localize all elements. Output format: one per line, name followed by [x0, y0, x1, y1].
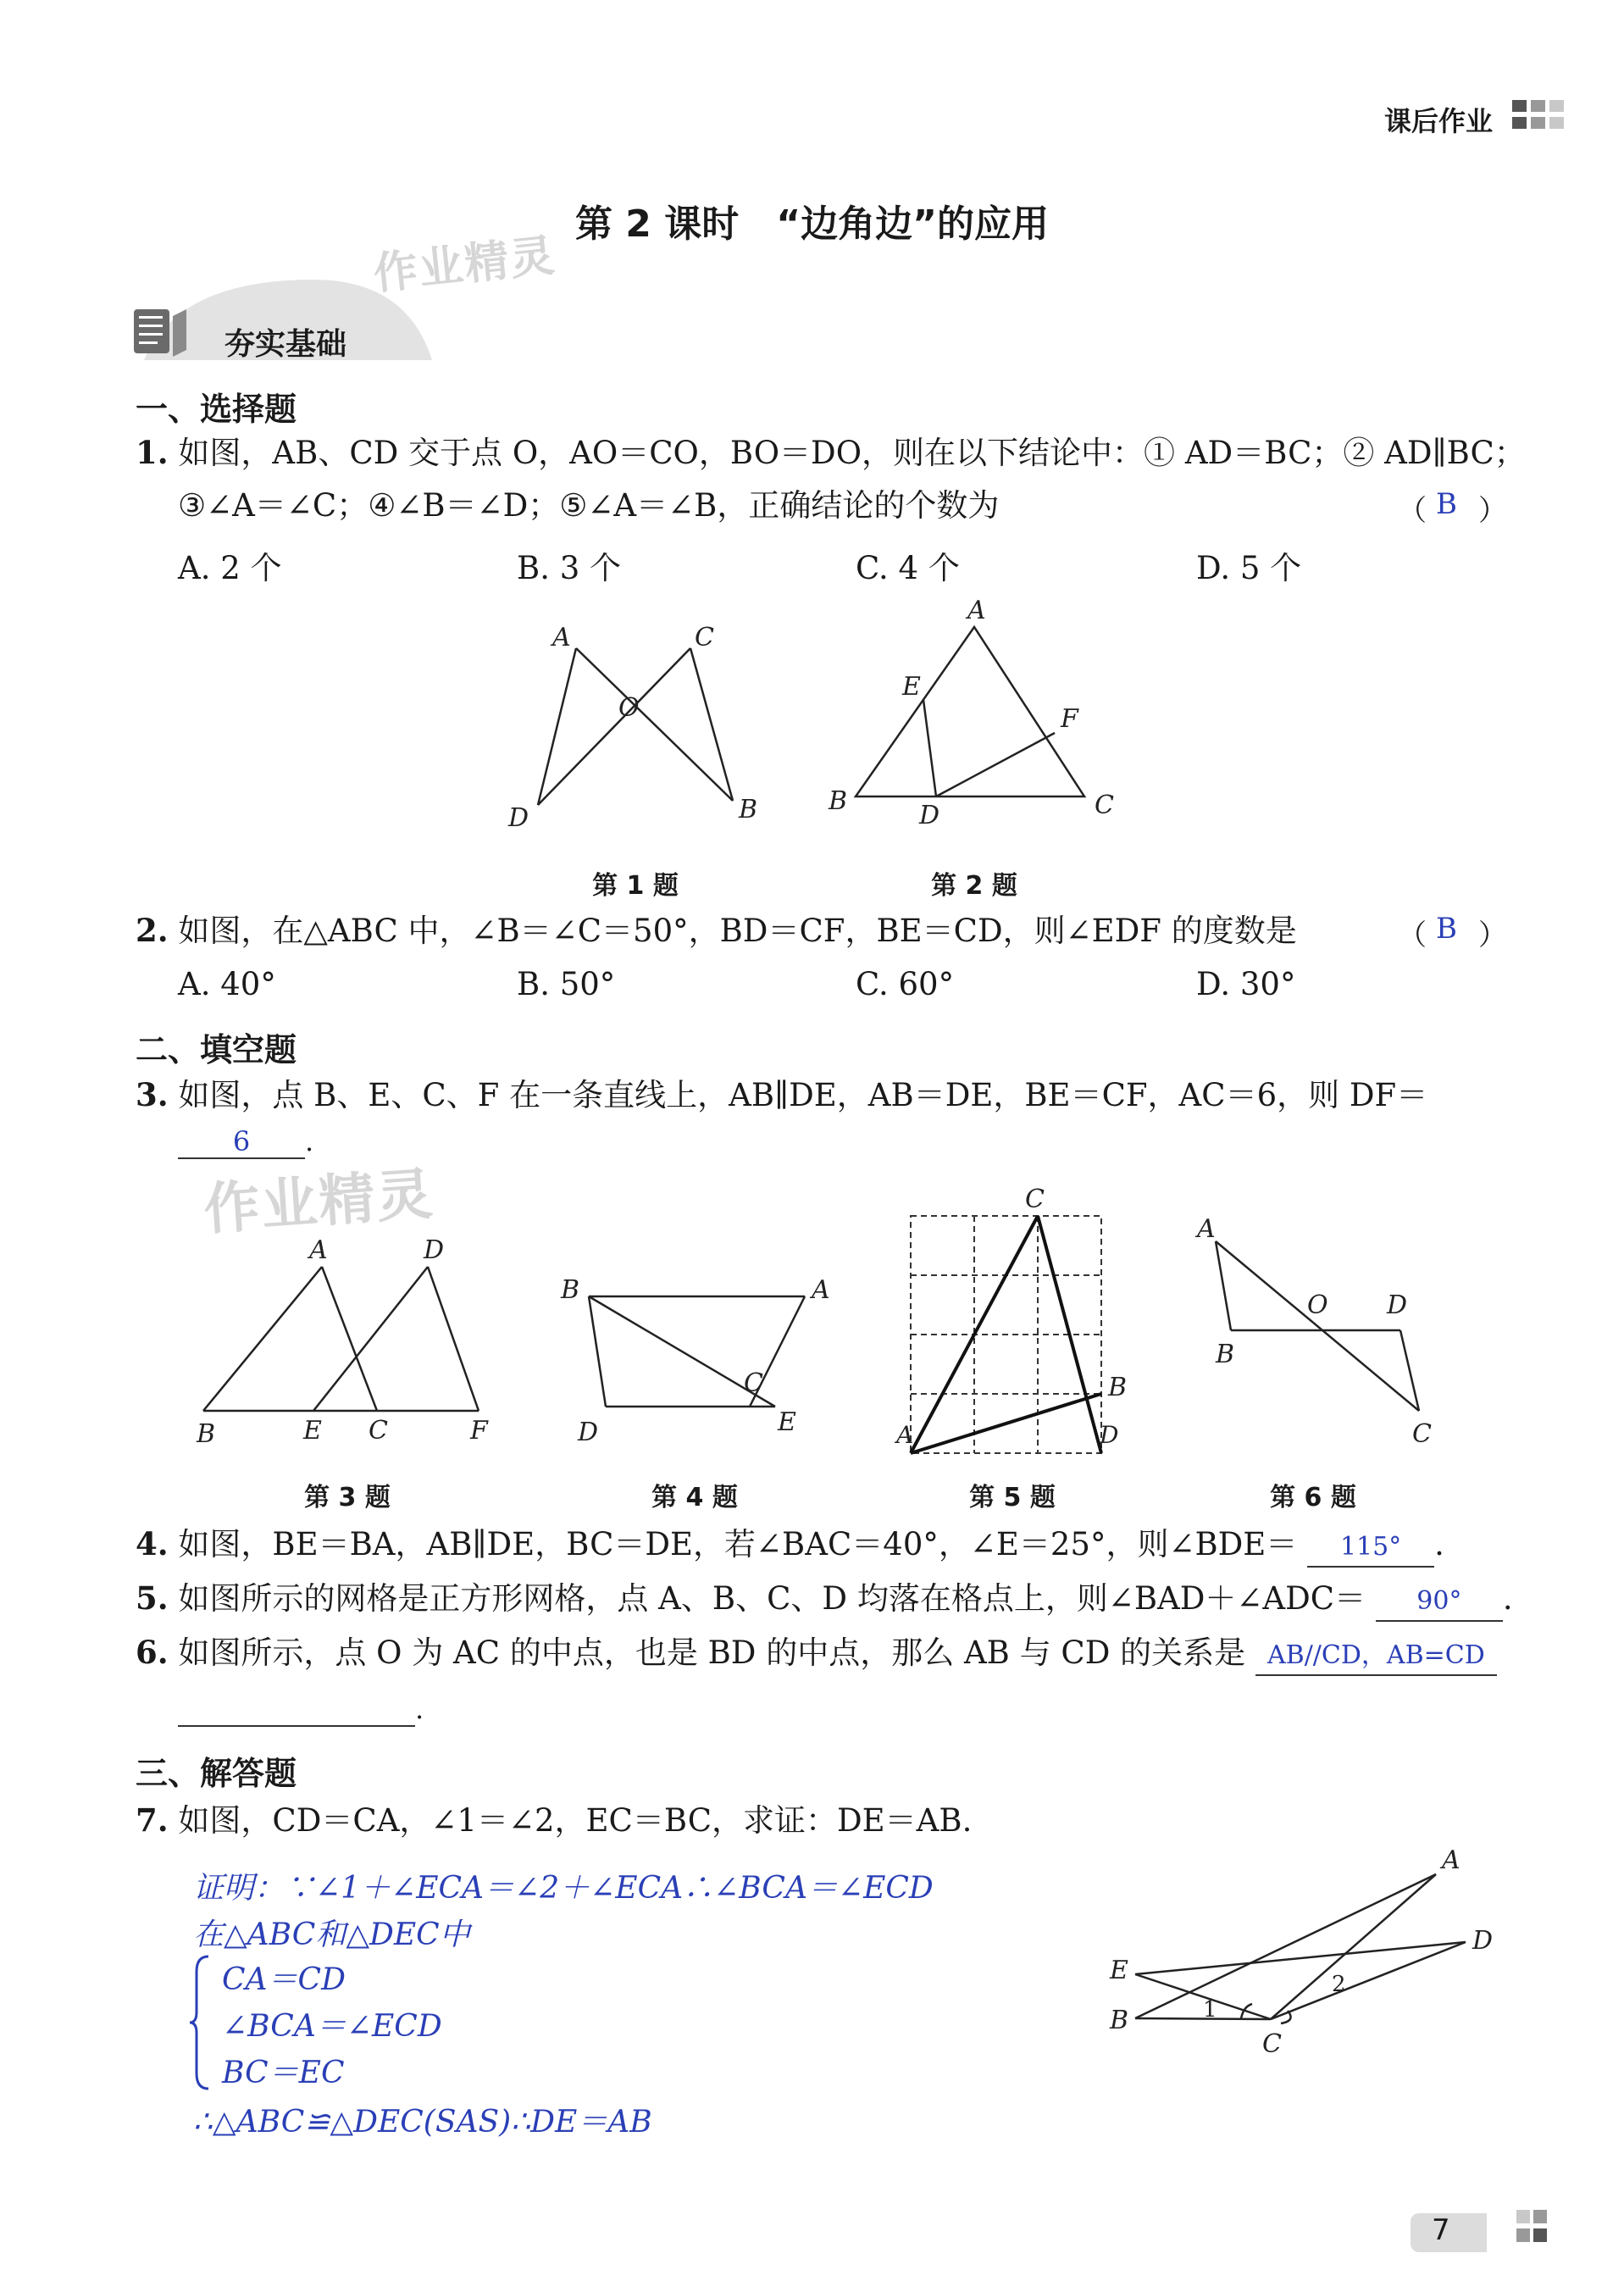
q4-number: 4. — [136, 1525, 169, 1562]
q2-option-d: D. 30° — [1196, 966, 1296, 1002]
q4-line1 — [136, 1525, 1444, 1568]
q5-text-line1: 如图所示的网格是正方形网格，点 A、B、C、D 均落在格点上，则∠BAD＋∠ADC＝ — [178, 1580, 1366, 1617]
q1-option-d: D. 5 个 — [1196, 550, 1302, 586]
figure-q3 — [186, 1229, 508, 1449]
caption-q2: 第 2 题 — [931, 871, 1017, 901]
fig4-label-c: C — [744, 1368, 763, 1398]
fig3-label-a: A — [309, 1235, 328, 1265]
q5-number: 5. — [136, 1579, 169, 1617]
fig6-label-d: D — [1387, 1290, 1408, 1320]
q1-option-a: A. 2 个 — [178, 550, 282, 586]
fig4-label-e: E — [778, 1407, 796, 1437]
q1-option-c: C. 4 个 — [856, 550, 960, 586]
fig2-label-f: F — [1061, 704, 1078, 734]
q5-line1 — [136, 1579, 1513, 1622]
q1-paren-close: ） — [1478, 494, 1507, 528]
figure-q4 — [551, 1263, 847, 1457]
q6-answer: AB//CD，AB=CD — [1255, 1637, 1497, 1676]
q7-proof-line2: 在△ABC和△DEC中 — [193, 1917, 470, 1952]
fig7-label-b: B — [1110, 2006, 1129, 2035]
q6-number: 6. — [136, 1634, 169, 1671]
q6-answer-line2 — [178, 1693, 424, 1727]
fig1-label-o: O — [618, 693, 640, 723]
fig6-label-b: B — [1216, 1340, 1235, 1369]
q3-answer: 6 — [178, 1125, 305, 1159]
fig5-label-a: A — [896, 1421, 914, 1449]
q7-text-line1: 如图，CD＝CA，∠1＝∠2，EC＝BC，求证：DE＝AB. — [178, 1802, 973, 1839]
q5-answer: 90° — [1376, 1583, 1503, 1622]
fig4-label-a: A — [812, 1275, 830, 1305]
section-banner-label: 夯实基础 — [224, 327, 347, 362]
caption-q6: 第 6 题 — [1270, 1483, 1356, 1512]
figure-q1 — [491, 610, 771, 839]
fig3-label-c: C — [369, 1416, 388, 1446]
q7-proof-cond1: CA＝CD — [222, 1962, 346, 1997]
fig5-label-c: C — [1025, 1185, 1045, 1214]
caption-q5: 第 5 题 — [969, 1483, 1056, 1512]
fig2-label-d: D — [919, 801, 940, 830]
q3-end: . — [305, 1125, 314, 1157]
fig7-label-c: C — [1262, 2029, 1282, 2059]
q2-text-line1: 如图，在△ABC 中，∠B＝∠C＝50°，BD＝CF，BE＝CD，则∠EDF 的度数是 — [178, 913, 1297, 949]
header-label: 课后作业 — [1383, 105, 1493, 137]
fig6-label-a: A — [1197, 1214, 1216, 1244]
q3-answer-line — [178, 1125, 313, 1159]
fig2-label-c: C — [1095, 791, 1114, 820]
q1-text-line1: 如图，AB、CD 交于点 O，AO＝CO，BO＝DO，则在以下结论中：① AD＝BC；② AD∥BC； — [178, 435, 1526, 471]
q4-end: . — [1434, 1526, 1444, 1562]
fig7-label-2: 2 — [1332, 1972, 1346, 1997]
fig5-label-b: B — [1108, 1373, 1128, 1402]
q1-paren-open: （ — [1398, 494, 1427, 528]
section-title-choice: 一、选择题 — [136, 391, 297, 428]
fig3-label-f: F — [470, 1416, 488, 1446]
q7-proof-line1: 证明：∵∠1＋∠ECA＝∠2＋∠ECA∴∠BCA＝∠ECD — [193, 1871, 934, 1906]
q1-text-line2: ③∠A＝∠C；④∠B＝∠D；⑤∠A＝∠B，正确结论的个数为 — [178, 487, 1000, 524]
q6-end: . — [415, 1693, 424, 1725]
fig2-label-b: B — [829, 786, 848, 816]
fig3-label-e: E — [303, 1416, 322, 1446]
q1-answer: B — [1436, 487, 1457, 521]
fig1-label-c: C — [695, 623, 714, 652]
page-number: 7 — [1432, 2213, 1450, 2247]
footer-squares-icon — [1516, 2210, 1567, 2252]
fig1-label-a: A — [552, 623, 571, 652]
fig3-label-d: D — [424, 1235, 445, 1265]
fig7-label-d: D — [1472, 1926, 1494, 1956]
q7-proof-conclusion: ∴△ABC≌△DEC(SAS)∴DE＝AB — [193, 2105, 652, 2139]
q2-option-b: B. 50° — [517, 966, 616, 1002]
fig7-label-1: 1 — [1203, 1997, 1217, 2023]
figure-q5 — [890, 1182, 1144, 1462]
q2-paren-open: （ — [1398, 919, 1427, 952]
q6-line1 — [136, 1634, 1497, 1676]
q2-answer: B — [1436, 912, 1457, 946]
q3-text-line1: 如图，点 B、E、C、F 在一条直线上，AB∥DE，AB＝DE，BE＝CF，AC＝6，则 DF＝ — [178, 1077, 1428, 1113]
q1-line1 — [136, 434, 1526, 472]
fig6-label-c: C — [1412, 1419, 1432, 1449]
q7-number: 7. — [136, 1801, 169, 1839]
q2-paren-close: ） — [1478, 919, 1507, 952]
section-title-fill: 二、填空题 — [136, 1031, 297, 1068]
fig2-label-a: A — [967, 596, 986, 625]
q7-proof-brace — [188, 1953, 213, 2093]
header-squares-icon — [1512, 100, 1566, 130]
q2-option-c: C. 60° — [856, 966, 955, 1002]
q7-proof-cond3: BC＝EC — [222, 2056, 345, 2090]
fig3-label-b: B — [197, 1419, 216, 1449]
q2-option-a: A. 40° — [178, 966, 276, 1002]
q7-proof-cond2: ∠BCA＝∠ECD — [222, 2009, 442, 2044]
q7-line1 — [136, 1801, 972, 1840]
q3-number: 3. — [136, 1076, 169, 1113]
fig4-label-b: B — [561, 1275, 580, 1305]
q6-text-line1: 如图所示，点 O 为 AC 的中点，也是 BD 的中点，那么 AB 与 CD 的关系是 — [178, 1634, 1246, 1671]
fig5-label-d: D — [1100, 1421, 1119, 1449]
figure-q2 — [813, 593, 1135, 839]
q3-line1 — [136, 1076, 1427, 1114]
page-title: 第 2 课时 “边角边”的应用 — [574, 203, 1050, 246]
fig2-label-e: E — [902, 672, 921, 702]
q1-option-b: B. 3 个 — [517, 550, 622, 586]
fig6-label-o: O — [1307, 1290, 1328, 1320]
q4-text-line1: 如图，BE＝BA，AB∥DE，BC＝DE，若∠BAC＝40°，∠E＝25°，则∠BDE＝ — [178, 1526, 1298, 1562]
notebook-icon — [134, 309, 186, 357]
q1-number: 1. — [136, 434, 169, 471]
figure-q7 — [1101, 1839, 1508, 2084]
fig1-label-b: B — [739, 795, 758, 824]
caption-q1: 第 1 题 — [592, 871, 679, 901]
caption-q4: 第 4 题 — [651, 1483, 738, 1512]
fig7-label-e: E — [1110, 1956, 1128, 1985]
section-title-solve: 三、解答题 — [136, 1755, 297, 1792]
q2-line1 — [136, 912, 1297, 950]
figure-q6 — [1182, 1203, 1461, 1457]
watermark: 作业精灵 — [202, 1161, 436, 1243]
fig4-label-d: D — [578, 1418, 599, 1447]
q5-end: . — [1502, 1580, 1513, 1617]
q4-answer: 115° — [1307, 1529, 1434, 1568]
fig1-label-d: D — [508, 803, 529, 833]
caption-q3: 第 3 题 — [304, 1483, 391, 1512]
watermark: 作业精灵 — [371, 230, 559, 301]
q2-number: 2. — [136, 912, 169, 949]
fig7-label-a: A — [1442, 1845, 1460, 1875]
